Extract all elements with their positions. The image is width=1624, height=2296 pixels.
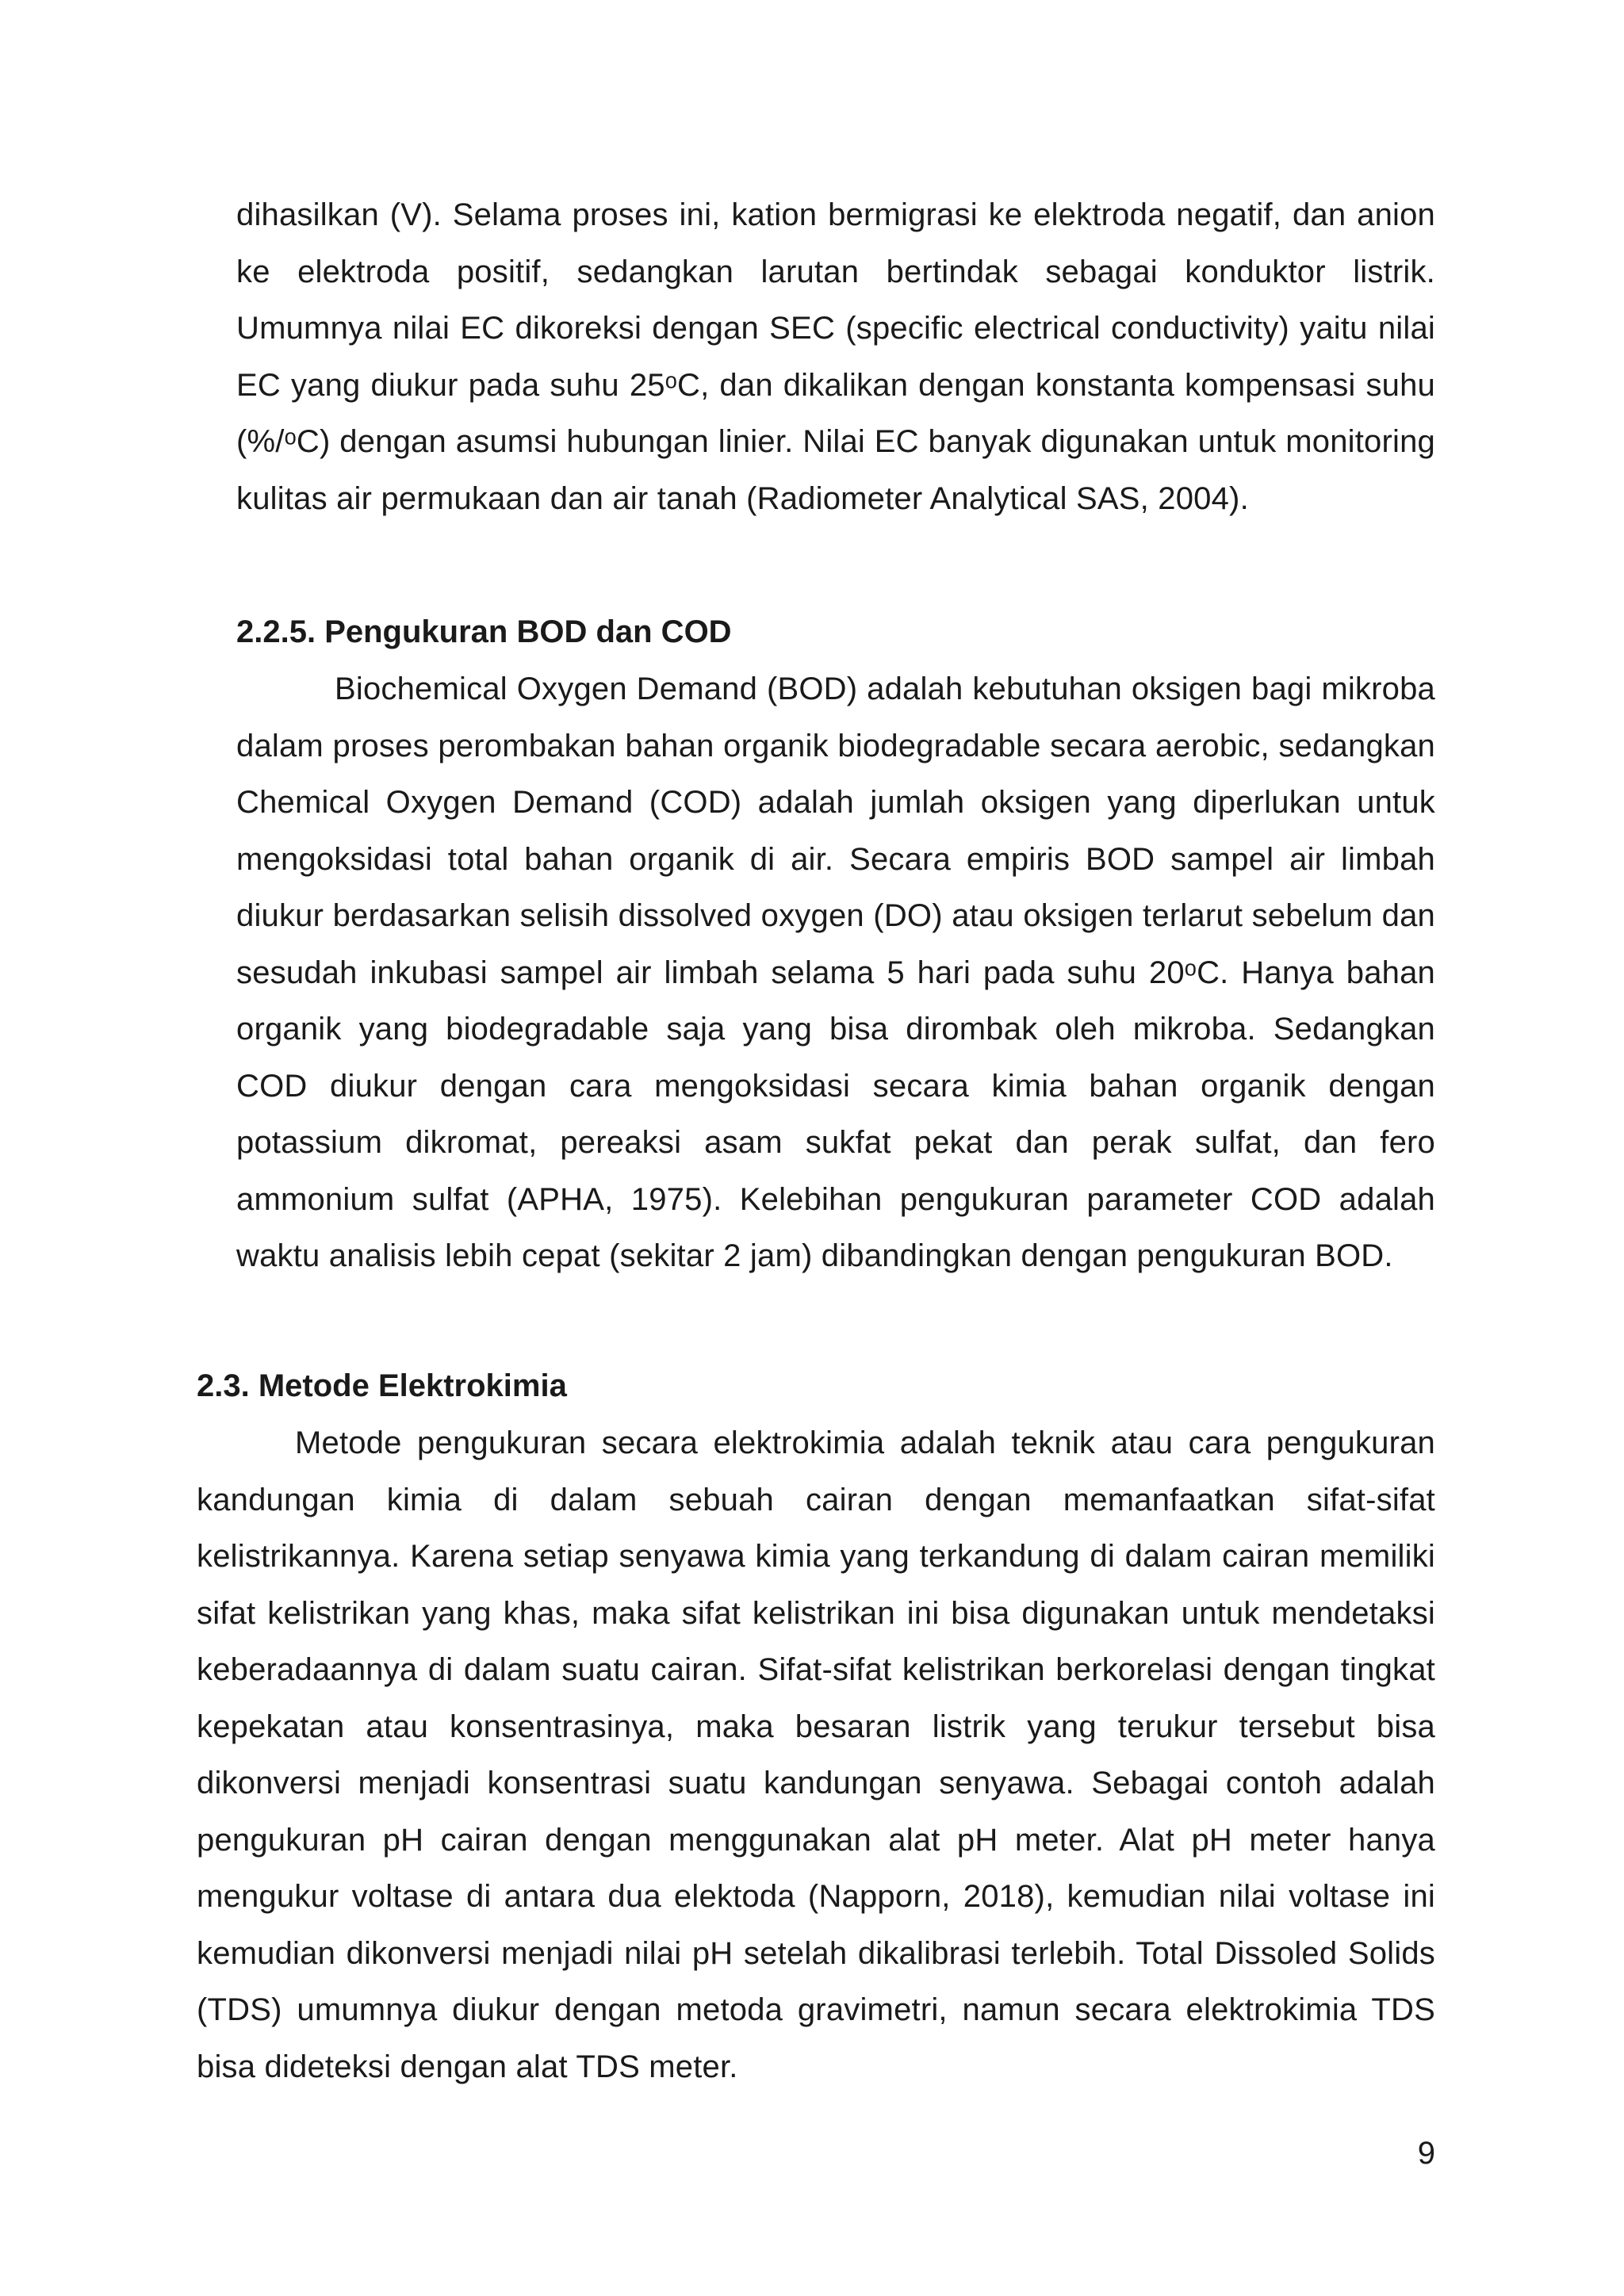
paragraph-bod-cod: Biochemical Oxygen Demand (BOD) adalah kebutuhan oksigen bagi mikroba dalam proses perombakan bahan organik biodegradable secara aerobic, sedangkan Chemical Oxygen Demand (COD) adalah jumlah oksigen yang diperlukan untuk mengoksidasi total bahan organik di air. Secara empiris BOD sampel air limbah diukur berdasarkan selisih dissolved oxygen (DO) atau oksigen terlarut sebelum dan sesudah inkubasi sampel air limbah selama 5 hari pada suhu 20ᵒC. Hanya bahan organik yang biodegradable saja yang bisa dirombak oleh mikroba. Sedangkan COD diukur dengan cara mengoksidasi secara kimia bahan organik dengan potassium dikromat, pereaksi asam sukfat pekat dan perak sulfat, dan fero ammonium sulfat (APHA, 1975). Kelebihan pengukuran parameter COD adalah waktu analisis lebih cepat (sekitar 2 jam) dibandingkan dengan pengukuran BOD. <box>236 672 1435 1273</box>
page-number: 9 <box>1417 2136 1435 2171</box>
section-heading-bod-cod: 2.2.5. Pengukuran BOD dan COD <box>236 614 732 649</box>
paragraph-metode-elektrokimia: Metode pengukuran secara elektrokimia adalah teknik atau cara pengukuran kandungan kimia di dalam sebuah cairan dengan memanfaatkan sifat-sifat kelistrikannya. Karena setiap senyawa kimia yang terkandung di dalam cairan memiliki sifat kelistrikan yang khas, maka sifat kelistrikan ini bisa digunakan untuk mendetaksi keberadaannya di dalam suatu cairan. Sifat-sifat kelistrikan berkorelasi dengan tingkat kepekatan atau konsentrasinya, maka besaran listrik yang terukur tersebut bisa dikonversi menjadi konsentrasi suatu kandungan senyawa. Sebagai contoh adalah pengukuran pH cairan dengan menggunakan alat pH meter. Alat pH meter hanya mengukur voltase di antara dua elektoda (Napporn, 2018), kemudian nilai voltase ini kemudian dikonversi menjadi nilai pH setelah dikalibrasi terlebih. Total Dissoled Solids (TDS) umumnya diukur dengan metoda gravimetri, namun secara elektrokimia TDS bisa dideteksi dengan alat TDS meter. <box>197 1425 1435 2084</box>
paragraph-ec-conductivity: dihasilkan (V). Selama proses ini, kation bermigrasi ke elektroda negatif, dan anion ke elektroda positif, sedangkan larutan bertindak sebagai konduktor listrik. Umumnya nilai EC dikoreksi dengan SEC (specific electrical conductivity) yaitu nilai EC yang diukur pada suhu 25ᵒC, dan dikalikan dengan konstanta kompensasi suhu (%/ᵒC) dengan asumsi hubungan linier. Nilai EC banyak digunakan untuk monitoring kulitas air permukaan dan air tanah (Radiometer Analytical SAS, 2004). <box>236 197 1435 516</box>
section-heading-metode-elektrokimia: 2.3. Metode Elektrokimia <box>197 1368 567 1403</box>
